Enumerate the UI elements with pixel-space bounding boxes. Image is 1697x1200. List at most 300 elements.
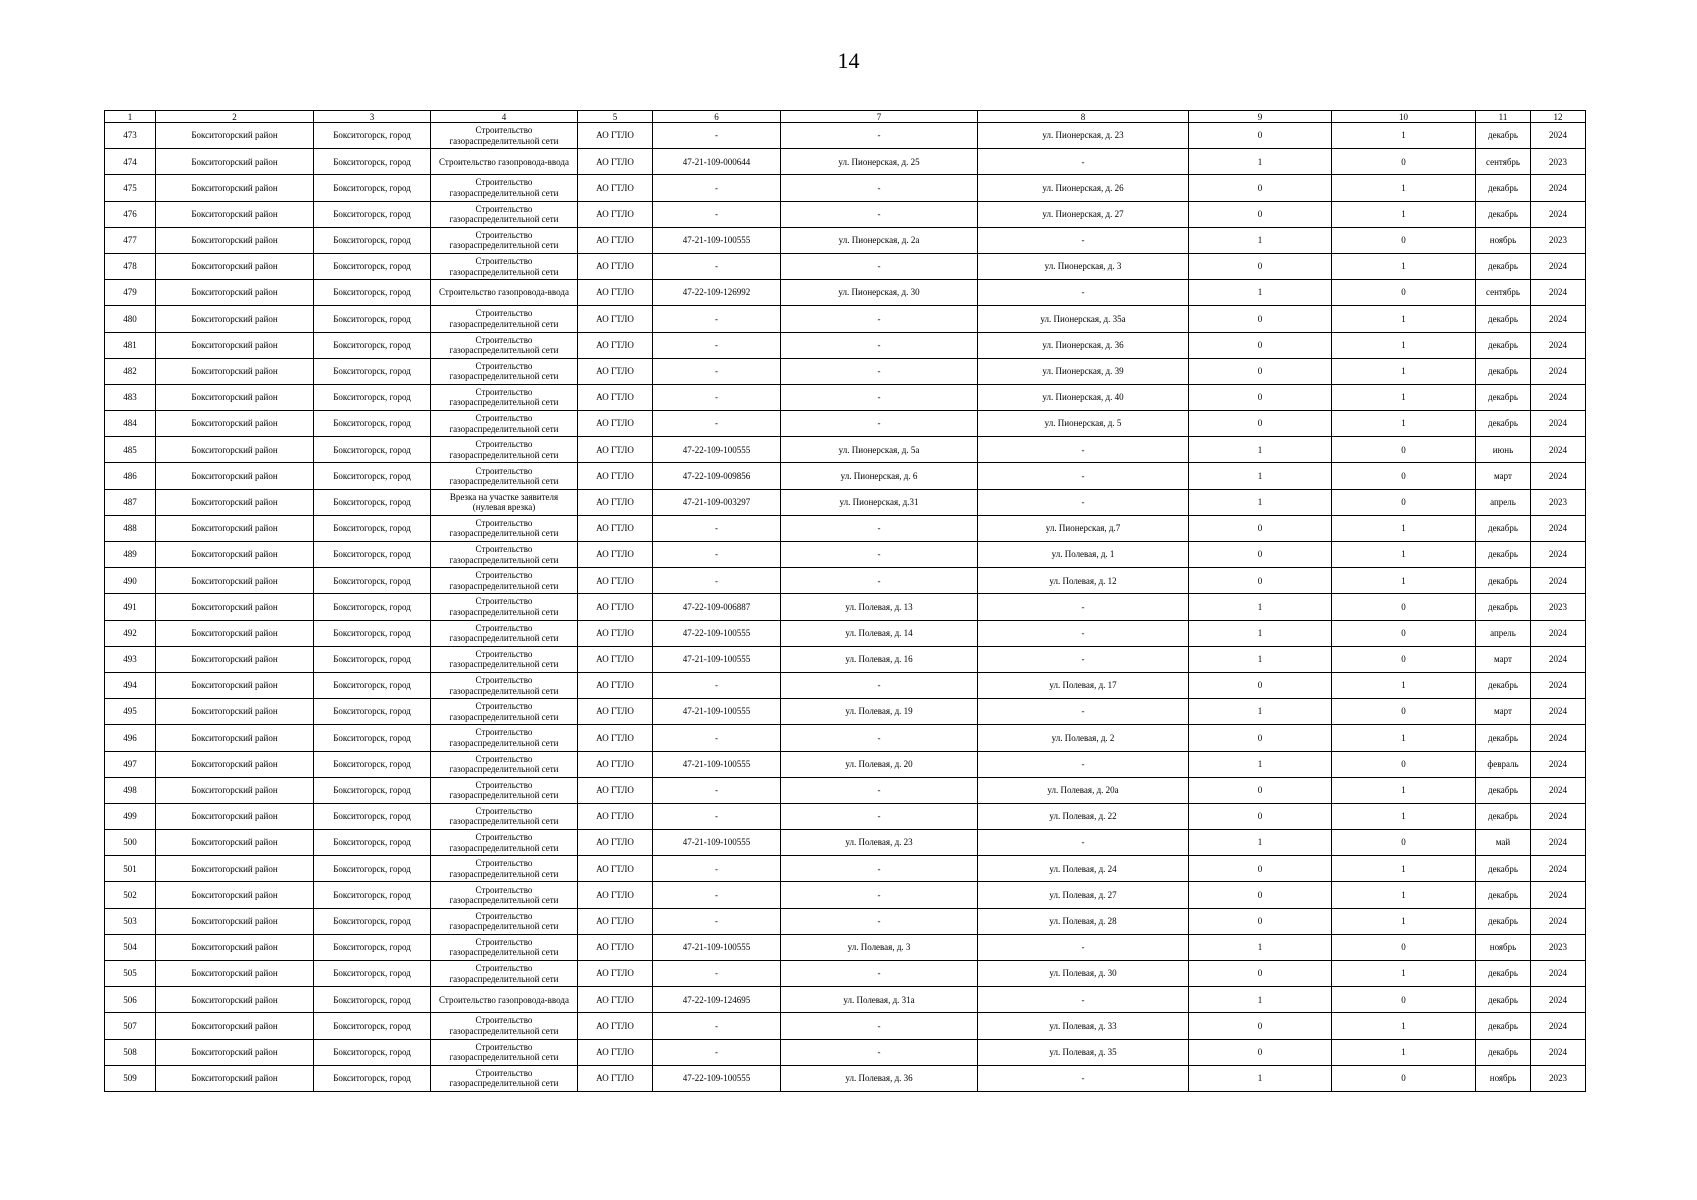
settlement-cell: Бокситогорск, город xyxy=(314,725,431,751)
district-cell: Бокситогорский район xyxy=(156,725,314,751)
planned-address-cell: - xyxy=(978,699,1189,725)
table-row xyxy=(105,620,1586,646)
month-cell: декабрь xyxy=(1476,358,1531,384)
registration-number-cell: - xyxy=(653,384,781,410)
table-row xyxy=(105,725,1586,751)
work-type-cell: Врезка на участке заявителя (нулевая врезка) xyxy=(431,489,578,515)
year-cell: 2024 xyxy=(1531,1039,1586,1065)
district-cell: Бокситогорский район xyxy=(156,1013,314,1039)
district-cell: Бокситогорский район xyxy=(156,987,314,1013)
month-cell: декабрь xyxy=(1476,201,1531,227)
settlement-cell: Бокситогорск, город xyxy=(314,751,431,777)
indicator-10-cell: 1 xyxy=(1332,358,1476,384)
district-cell: Бокситогорский район xyxy=(156,306,314,332)
month-cell: декабрь xyxy=(1476,987,1531,1013)
indicator-9-cell: 0 xyxy=(1189,201,1332,227)
planned-address-cell: ул. Полевая, д. 12 xyxy=(978,568,1189,594)
indicator-9-cell: 1 xyxy=(1189,227,1332,253)
month-cell: декабрь xyxy=(1476,175,1531,201)
year-cell: 2024 xyxy=(1531,175,1586,201)
indicator-9-cell: 0 xyxy=(1189,253,1332,279)
indicator-9-cell: 1 xyxy=(1189,463,1332,489)
settlement-cell: Бокситогорск, город xyxy=(314,1039,431,1065)
organization-cell: АО ГТЛО xyxy=(578,358,653,384)
settlement-cell: Бокситогорск, город xyxy=(314,1065,431,1091)
indicator-10-cell: 1 xyxy=(1332,672,1476,698)
row-number-cell: 483 xyxy=(105,384,156,410)
organization-cell: АО ГТЛО xyxy=(578,987,653,1013)
organization-cell: АО ГТЛО xyxy=(578,227,653,253)
year-cell: 2024 xyxy=(1531,856,1586,882)
settlement-cell: Бокситогорск, город xyxy=(314,332,431,358)
year-cell: 2024 xyxy=(1531,463,1586,489)
planned-address-cell: - xyxy=(978,1065,1189,1091)
indicator-10-cell: 1 xyxy=(1332,1039,1476,1065)
row-number-cell: 479 xyxy=(105,280,156,306)
settlement-cell: Бокситогорск, город xyxy=(314,253,431,279)
work-type-cell: Строительство газораспределительной сети xyxy=(431,961,578,987)
year-cell: 2024 xyxy=(1531,987,1586,1013)
gasification-table xyxy=(104,110,1586,1092)
organization-cell: АО ГТЛО xyxy=(578,882,653,908)
indicator-9-cell: 0 xyxy=(1189,672,1332,698)
indicator-10-cell: 0 xyxy=(1332,987,1476,1013)
address-cell: ул. Пионерская, д. 25 xyxy=(781,149,978,175)
row-number-cell: 474 xyxy=(105,149,156,175)
organization-cell: АО ГТЛО xyxy=(578,934,653,960)
month-cell: май xyxy=(1476,830,1531,856)
settlement-cell: Бокситогорск, город xyxy=(314,542,431,568)
row-number-cell: 498 xyxy=(105,777,156,803)
work-type-cell: Строительство газораспределительной сети xyxy=(431,227,578,253)
planned-address-cell: ул. Пионерская, д. 5 xyxy=(978,411,1189,437)
row-number-cell: 501 xyxy=(105,856,156,882)
row-number-cell: 476 xyxy=(105,201,156,227)
table-row xyxy=(105,987,1586,1013)
month-cell: декабрь xyxy=(1476,123,1531,149)
row-number-cell: 500 xyxy=(105,830,156,856)
indicator-10-cell: 1 xyxy=(1332,856,1476,882)
table-row xyxy=(105,934,1586,960)
year-cell: 2023 xyxy=(1531,594,1586,620)
table-row xyxy=(105,489,1586,515)
year-cell: 2023 xyxy=(1531,934,1586,960)
district-cell: Бокситогорский район xyxy=(156,961,314,987)
registration-number-cell: - xyxy=(653,777,781,803)
planned-address-cell: ул. Полевая, д. 1 xyxy=(978,542,1189,568)
indicator-10-cell: 0 xyxy=(1332,437,1476,463)
year-cell: 2023 xyxy=(1531,489,1586,515)
organization-cell: АО ГТЛО xyxy=(578,803,653,829)
settlement-cell: Бокситогорск, город xyxy=(314,306,431,332)
settlement-cell: Бокситогорск, город xyxy=(314,672,431,698)
indicator-9-cell: 1 xyxy=(1189,987,1332,1013)
indicator-9-cell: 0 xyxy=(1189,961,1332,987)
planned-address-cell: ул. Пионерская, д. 23 xyxy=(978,123,1189,149)
table-row xyxy=(105,358,1586,384)
registration-number-cell: 47-22-109-100555 xyxy=(653,437,781,463)
planned-address-cell: ул. Полевая, д. 30 xyxy=(978,961,1189,987)
planned-address-cell: ул. Полевая, д. 33 xyxy=(978,1013,1189,1039)
registration-number-cell: - xyxy=(653,1039,781,1065)
table-header xyxy=(105,111,1586,123)
indicator-9-cell: 0 xyxy=(1189,175,1332,201)
month-cell: декабрь xyxy=(1476,725,1531,751)
table-row xyxy=(105,908,1586,934)
work-type-cell: Строительство газораспределительной сети xyxy=(431,934,578,960)
district-cell: Бокситогорский район xyxy=(156,411,314,437)
table-row xyxy=(105,411,1586,437)
row-number-cell: 478 xyxy=(105,253,156,279)
indicator-9-cell: 0 xyxy=(1189,1039,1332,1065)
settlement-cell: Бокситогорск, город xyxy=(314,830,431,856)
address-cell: ул. Полевая, д. 23 xyxy=(781,830,978,856)
registration-number-cell: 47-21-109-100555 xyxy=(653,699,781,725)
month-cell: ноябрь xyxy=(1476,227,1531,253)
district-cell: Бокситогорский район xyxy=(156,594,314,620)
address-cell: - xyxy=(781,123,978,149)
indicator-10-cell: 1 xyxy=(1332,175,1476,201)
work-type-cell: Строительство газораспределительной сети xyxy=(431,856,578,882)
column-number: 4 xyxy=(431,111,578,123)
table-row xyxy=(105,201,1586,227)
month-cell: декабрь xyxy=(1476,542,1531,568)
row-number-cell: 494 xyxy=(105,672,156,698)
district-cell: Бокситогорский район xyxy=(156,175,314,201)
work-type-cell: Строительство газораспределительной сети xyxy=(431,830,578,856)
work-type-cell: Строительство газораспределительной сети xyxy=(431,646,578,672)
planned-address-cell: - xyxy=(978,227,1189,253)
indicator-10-cell: 0 xyxy=(1332,227,1476,253)
work-type-cell: Строительство газопровода-ввода xyxy=(431,149,578,175)
settlement-cell: Бокситогорск, город xyxy=(314,646,431,672)
indicator-10-cell: 1 xyxy=(1332,777,1476,803)
indicator-9-cell: 0 xyxy=(1189,568,1332,594)
indicator-9-cell: 0 xyxy=(1189,725,1332,751)
year-cell: 2023 xyxy=(1531,1065,1586,1091)
work-type-cell: Строительство газораспределительной сети xyxy=(431,1039,578,1065)
planned-address-cell: ул. Пионерская, д. 35а xyxy=(978,306,1189,332)
year-cell: 2024 xyxy=(1531,542,1586,568)
address-cell: ул. Пионерская, д. 5а xyxy=(781,437,978,463)
organization-cell: АО ГТЛО xyxy=(578,830,653,856)
indicator-10-cell: 1 xyxy=(1332,908,1476,934)
address-cell: ул. Пионерская, д. 30 xyxy=(781,280,978,306)
indicator-10-cell: 1 xyxy=(1332,201,1476,227)
address-cell: ул. Полевая, д. 16 xyxy=(781,646,978,672)
settlement-cell: Бокситогорск, город xyxy=(314,908,431,934)
settlement-cell: Бокситогорск, город xyxy=(314,699,431,725)
district-cell: Бокситогорский район xyxy=(156,672,314,698)
work-type-cell: Строительство газораспределительной сети xyxy=(431,725,578,751)
registration-number-cell: - xyxy=(653,961,781,987)
indicator-9-cell: 1 xyxy=(1189,830,1332,856)
settlement-cell: Бокситогорск, город xyxy=(314,515,431,541)
registration-number-cell: 47-22-109-100555 xyxy=(653,1065,781,1091)
settlement-cell: Бокситогорск, город xyxy=(314,201,431,227)
month-cell: декабрь xyxy=(1476,253,1531,279)
indicator-9-cell: 0 xyxy=(1189,803,1332,829)
work-type-cell: Строительство газораспределительной сети xyxy=(431,777,578,803)
year-cell: 2023 xyxy=(1531,227,1586,253)
indicator-9-cell: 0 xyxy=(1189,542,1332,568)
address-cell: ул. Полевая, д. 20 xyxy=(781,751,978,777)
organization-cell: АО ГТЛО xyxy=(578,489,653,515)
indicator-10-cell: 1 xyxy=(1332,123,1476,149)
indicator-9-cell: 1 xyxy=(1189,1065,1332,1091)
work-type-cell: Строительство газопровода-ввода xyxy=(431,280,578,306)
row-number-cell: 502 xyxy=(105,882,156,908)
indicator-10-cell: 0 xyxy=(1332,149,1476,175)
year-cell: 2024 xyxy=(1531,803,1586,829)
address-cell: - xyxy=(781,332,978,358)
column-number: 9 xyxy=(1189,111,1332,123)
month-cell: декабрь xyxy=(1476,777,1531,803)
district-cell: Бокситогорский район xyxy=(156,384,314,410)
settlement-cell: Бокситогорск, город xyxy=(314,568,431,594)
table-row xyxy=(105,777,1586,803)
organization-cell: АО ГТЛО xyxy=(578,1039,653,1065)
indicator-9-cell: 1 xyxy=(1189,751,1332,777)
organization-cell: АО ГТЛО xyxy=(578,253,653,279)
month-cell: сентябрь xyxy=(1476,280,1531,306)
registration-number-cell: 47-22-109-124695 xyxy=(653,987,781,1013)
planned-address-cell: - xyxy=(978,830,1189,856)
row-number-cell: 485 xyxy=(105,437,156,463)
organization-cell: АО ГТЛО xyxy=(578,725,653,751)
month-cell: апрель xyxy=(1476,620,1531,646)
indicator-10-cell: 0 xyxy=(1332,699,1476,725)
settlement-cell: Бокситогорск, город xyxy=(314,620,431,646)
indicator-10-cell: 1 xyxy=(1332,568,1476,594)
month-cell: декабрь xyxy=(1476,515,1531,541)
work-type-cell: Строительство газораспределительной сети xyxy=(431,123,578,149)
settlement-cell: Бокситогорск, город xyxy=(314,463,431,489)
indicator-9-cell: 0 xyxy=(1189,882,1332,908)
column-number: 1 xyxy=(105,111,156,123)
indicator-9-cell: 0 xyxy=(1189,1013,1332,1039)
table-row xyxy=(105,1013,1586,1039)
month-cell: ноябрь xyxy=(1476,1065,1531,1091)
address-cell: - xyxy=(781,175,978,201)
table-row xyxy=(105,1039,1586,1065)
address-cell: - xyxy=(781,961,978,987)
registration-number-cell: 47-21-109-100555 xyxy=(653,751,781,777)
organization-cell: АО ГТЛО xyxy=(578,672,653,698)
month-cell: декабрь xyxy=(1476,306,1531,332)
month-cell: декабрь xyxy=(1476,1013,1531,1039)
year-cell: 2024 xyxy=(1531,620,1586,646)
column-number: 7 xyxy=(781,111,978,123)
organization-cell: АО ГТЛО xyxy=(578,175,653,201)
address-cell: ул. Полевая, д. 36 xyxy=(781,1065,978,1091)
indicator-10-cell: 0 xyxy=(1332,463,1476,489)
month-cell: декабрь xyxy=(1476,882,1531,908)
settlement-cell: Бокситогорск, город xyxy=(314,803,431,829)
settlement-cell: Бокситогорск, город xyxy=(314,411,431,437)
work-type-cell: Строительство газораспределительной сети xyxy=(431,672,578,698)
row-number-cell: 508 xyxy=(105,1039,156,1065)
registration-number-cell: 47-21-109-100555 xyxy=(653,830,781,856)
registration-number-cell: 47-21-109-100555 xyxy=(653,227,781,253)
year-cell: 2024 xyxy=(1531,751,1586,777)
organization-cell: АО ГТЛО xyxy=(578,961,653,987)
column-number: 8 xyxy=(978,111,1189,123)
work-type-cell: Строительство газораспределительной сети xyxy=(431,358,578,384)
work-type-cell: Строительство газораспределительной сети xyxy=(431,594,578,620)
work-type-cell: Строительство газораспределительной сети xyxy=(431,620,578,646)
address-cell: - xyxy=(781,803,978,829)
planned-address-cell: ул. Полевая, д. 28 xyxy=(978,908,1189,934)
table-row xyxy=(105,149,1586,175)
planned-address-cell: - xyxy=(978,646,1189,672)
address-cell: - xyxy=(781,725,978,751)
indicator-10-cell: 1 xyxy=(1332,1013,1476,1039)
indicator-10-cell: 0 xyxy=(1332,280,1476,306)
indicator-10-cell: 0 xyxy=(1332,1065,1476,1091)
organization-cell: АО ГТЛО xyxy=(578,463,653,489)
address-cell: - xyxy=(781,411,978,437)
organization-cell: АО ГТЛО xyxy=(578,594,653,620)
month-cell: апрель xyxy=(1476,489,1531,515)
district-cell: Бокситогорский район xyxy=(156,463,314,489)
registration-number-cell: - xyxy=(653,201,781,227)
settlement-cell: Бокситогорск, город xyxy=(314,227,431,253)
organization-cell: АО ГТЛО xyxy=(578,908,653,934)
row-number-cell: 490 xyxy=(105,568,156,594)
indicator-10-cell: 1 xyxy=(1332,803,1476,829)
indicator-9-cell: 0 xyxy=(1189,358,1332,384)
work-type-cell: Строительство газораспределительной сети xyxy=(431,175,578,201)
year-cell: 2024 xyxy=(1531,201,1586,227)
indicator-9-cell: 0 xyxy=(1189,777,1332,803)
indicator-9-cell: 0 xyxy=(1189,411,1332,437)
address-cell: ул. Пионерская, д.31 xyxy=(781,489,978,515)
table-row xyxy=(105,1065,1586,1091)
organization-cell: АО ГТЛО xyxy=(578,646,653,672)
organization-cell: АО ГТЛО xyxy=(578,332,653,358)
year-cell: 2024 xyxy=(1531,725,1586,751)
planned-address-cell: - xyxy=(978,437,1189,463)
indicator-10-cell: 1 xyxy=(1332,253,1476,279)
planned-address-cell: - xyxy=(978,934,1189,960)
column-number: 10 xyxy=(1332,111,1476,123)
settlement-cell: Бокситогорск, город xyxy=(314,777,431,803)
month-cell: март xyxy=(1476,699,1531,725)
table-row xyxy=(105,123,1586,149)
planned-address-cell: - xyxy=(978,594,1189,620)
address-cell: - xyxy=(781,358,978,384)
indicator-9-cell: 1 xyxy=(1189,437,1332,463)
work-type-cell: Строительство газораспределительной сети xyxy=(431,384,578,410)
planned-address-cell: ул. Пионерская, д. 3 xyxy=(978,253,1189,279)
indicator-9-cell: 0 xyxy=(1189,515,1332,541)
indicator-10-cell: 0 xyxy=(1332,594,1476,620)
registration-number-cell: - xyxy=(653,253,781,279)
work-type-cell: Строительство газораспределительной сети xyxy=(431,463,578,489)
work-type-cell: Строительство газораспределительной сети xyxy=(431,542,578,568)
settlement-cell: Бокситогорск, город xyxy=(314,987,431,1013)
row-number-cell: 475 xyxy=(105,175,156,201)
district-cell: Бокситогорский район xyxy=(156,515,314,541)
address-cell: - xyxy=(781,672,978,698)
address-cell: ул. Полевая, д. 13 xyxy=(781,594,978,620)
year-cell: 2023 xyxy=(1531,149,1586,175)
table-row xyxy=(105,332,1586,358)
district-cell: Бокситогорский район xyxy=(156,568,314,594)
month-cell: сентябрь xyxy=(1476,149,1531,175)
registration-number-cell: 47-22-109-009856 xyxy=(653,463,781,489)
planned-address-cell: ул. Пионерская, д. 40 xyxy=(978,384,1189,410)
month-cell: декабрь xyxy=(1476,856,1531,882)
table-row xyxy=(105,542,1586,568)
settlement-cell: Бокситогорск, город xyxy=(314,594,431,620)
indicator-9-cell: 0 xyxy=(1189,332,1332,358)
row-number-cell: 492 xyxy=(105,620,156,646)
row-number-cell: 506 xyxy=(105,987,156,1013)
organization-cell: АО ГТЛО xyxy=(578,201,653,227)
row-number-cell: 480 xyxy=(105,306,156,332)
settlement-cell: Бокситогорск, город xyxy=(314,489,431,515)
row-number-cell: 486 xyxy=(105,463,156,489)
month-cell: декабрь xyxy=(1476,568,1531,594)
indicator-10-cell: 0 xyxy=(1332,646,1476,672)
row-number-cell: 481 xyxy=(105,332,156,358)
row-number-cell: 507 xyxy=(105,1013,156,1039)
registration-number-cell: - xyxy=(653,411,781,437)
district-cell: Бокситогорский район xyxy=(156,882,314,908)
table-row xyxy=(105,280,1586,306)
registration-number-cell: - xyxy=(653,306,781,332)
organization-cell: АО ГТЛО xyxy=(578,515,653,541)
indicator-9-cell: 0 xyxy=(1189,856,1332,882)
organization-cell: АО ГТЛО xyxy=(578,1013,653,1039)
planned-address-cell: ул. Полевая, д. 2 xyxy=(978,725,1189,751)
registration-number-cell: - xyxy=(653,908,781,934)
row-number-cell: 509 xyxy=(105,1065,156,1091)
column-number: 3 xyxy=(314,111,431,123)
year-cell: 2024 xyxy=(1531,1013,1586,1039)
month-cell: ноябрь xyxy=(1476,934,1531,960)
registration-number-cell: 47-21-109-003297 xyxy=(653,489,781,515)
district-cell: Бокситогорский район xyxy=(156,856,314,882)
row-number-cell: 491 xyxy=(105,594,156,620)
registration-number-cell: - xyxy=(653,175,781,201)
organization-cell: АО ГТЛО xyxy=(578,1065,653,1091)
month-cell: июнь xyxy=(1476,437,1531,463)
address-cell: - xyxy=(781,1013,978,1039)
planned-address-cell: ул. Полевая, д. 24 xyxy=(978,856,1189,882)
registration-number-cell: - xyxy=(653,672,781,698)
address-cell: - xyxy=(781,882,978,908)
settlement-cell: Бокситогорск, город xyxy=(314,961,431,987)
indicator-10-cell: 0 xyxy=(1332,934,1476,960)
address-cell: - xyxy=(781,515,978,541)
table-row xyxy=(105,515,1586,541)
organization-cell: АО ГТЛО xyxy=(578,149,653,175)
organization-cell: АО ГТЛО xyxy=(578,620,653,646)
address-cell: - xyxy=(781,253,978,279)
indicator-9-cell: 1 xyxy=(1189,620,1332,646)
row-number-cell: 499 xyxy=(105,803,156,829)
registration-number-cell: 47-21-109-100555 xyxy=(653,934,781,960)
registration-number-cell: - xyxy=(653,542,781,568)
settlement-cell: Бокситогорск, город xyxy=(314,856,431,882)
district-cell: Бокситогорский район xyxy=(156,280,314,306)
month-cell: март xyxy=(1476,646,1531,672)
year-cell: 2024 xyxy=(1531,882,1586,908)
table-row xyxy=(105,856,1586,882)
